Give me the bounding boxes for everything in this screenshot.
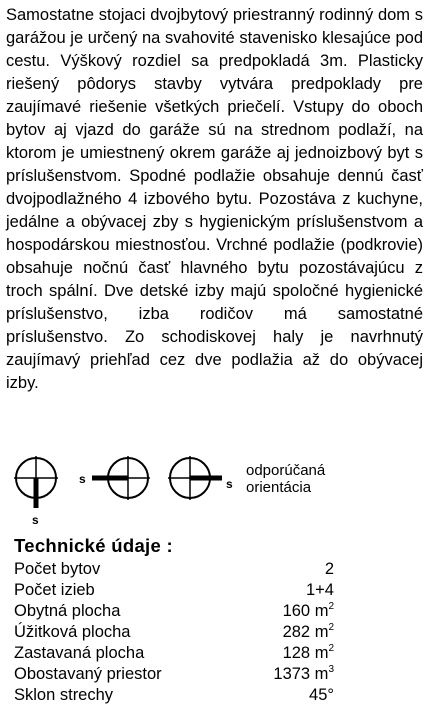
compass-south-icon — [10, 452, 70, 532]
spec-label: Obytná plocha — [14, 602, 121, 620]
spec-row — [14, 580, 334, 601]
spec-label: Úžitková plocha — [14, 623, 131, 641]
technical-data-title: Technické údaje : — [14, 535, 173, 556]
spec-value: 1+4 — [306, 581, 334, 599]
description-text: Samostatne stojaci dvojbytový priestranný rodinný dom s garážou je určený na svahovité stavenisko klesajúce pod cestu. Výškový rozdiel sa predpokladá 3m. Plasticky riešený pôdorys stavby vytvára predpoklady pre zaujímavé riešenie všetkých priečelí. Vstupy do oboch bytov aj vjazd do garáže sú na strednom podlaží, na ktorom je umiestnený okrem garáže aj jednoizbový byt s príslušenstvom. Spodné podlažie obsahuje dennú časť dvojpodlažného 4 izbového bytu. Pozostáva z kuchyne, jedálne a obývacej zby s hygienickým príslušenstvom a hospodárskou miestnosťou. Vrchné podlažie (podkrovie) obsahuje nočnú časť hlavného bytu pozostávajúcu z troch spální. Dve detské izby majú spoločné hygienické príslušenstvo, izba rodičov má samostatné príslušenstvo. Zo schodiskovej haly je navrhnutý zaujímavý priehľad cez dve podlažia až do obývacej izby. — [6, 6, 423, 392]
spec-value: 282 $m^2$ — [282, 622, 334, 641]
recommended-orientation-line2: orientácia — [246, 479, 312, 496]
spec-label: Obostavaný priestor — [14, 665, 162, 683]
recommended-orientation-label — [246, 462, 325, 496]
recommended-orientation-line1: odporúčaná — [246, 462, 326, 479]
compass-east-icon — [162, 452, 242, 512]
spec-value: 2 — [324, 560, 334, 578]
spec-value: 128 $m^2$ — [282, 643, 334, 662]
spec-row — [14, 622, 334, 643]
spec-label: Počet bytov — [14, 560, 101, 578]
spec-value: 45° — [309, 686, 334, 704]
spec-label: Sklon strechy — [14, 686, 114, 704]
spec-label: Zastavaná plocha — [14, 644, 145, 662]
compass-west-icon — [76, 452, 156, 512]
spec-row — [14, 643, 334, 664]
spec-value: 1373 $m^3$ — [273, 664, 334, 683]
spec-row — [14, 601, 334, 622]
spec-row — [14, 559, 334, 580]
spec-row — [14, 685, 334, 706]
technical-data-table — [14, 559, 334, 706]
compass-west-label: s — [79, 472, 86, 486]
spec-value: 160 $m^2$ — [282, 601, 334, 620]
spec-row — [14, 664, 334, 685]
compass-south-label: s — [32, 513, 39, 527]
spec-label: Počet izieb — [14, 581, 95, 599]
compass-east-label: s — [226, 477, 233, 491]
